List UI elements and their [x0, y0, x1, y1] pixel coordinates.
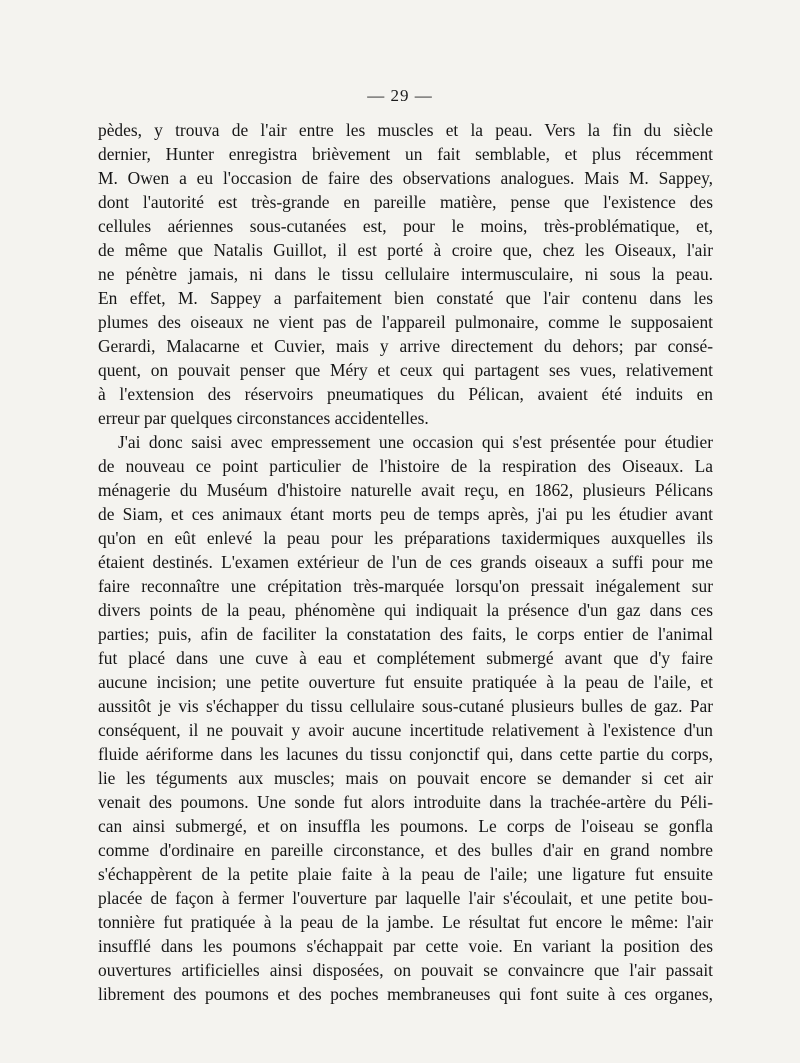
text-line: plumes des oiseaux ne vient pas de l'appareil pulmonaire, comme le supposaient	[98, 312, 713, 332]
text-line: aucune incision; une petite ouverture fut ensuite pratiquée à la peau de l'aile, et	[98, 672, 713, 692]
text-line: de nouveau ce point particulier de l'histoire de la respiration des Oiseaux. La	[98, 456, 713, 476]
text-line: de Siam, et ces animaux étant morts peu de temps après, j'ai pu les étudier avant	[98, 504, 713, 524]
text-line: J'ai donc saisi avec empressement une occasion qui s'est présentée pour étudier	[118, 432, 713, 452]
text-line: placée de façon à fermer l'ouverture par laquelle l'air s'écoulait, et une petite bou-	[98, 888, 713, 908]
text-line: erreur par quelques circonstances accidentelles.	[98, 408, 429, 428]
text-line: M. Owen a eu l'occasion de faire des observations analogues. Mais M. Sappey,	[98, 168, 713, 188]
text-line: de même que Natalis Guillot, il est porté à croire que, chez les Oiseaux, l'air	[98, 240, 713, 260]
text-line: faire reconnaître une crépitation très-marquée lorsqu'on pressait inégalement sur	[98, 576, 713, 596]
text-line: En effet, M. Sappey a parfaitement bien constaté que l'air contenu dans les	[98, 288, 713, 308]
text-line: aussitôt je vis s'échapper du tissu cellulaire sous-cutané plusieurs bulles de gaz. Par	[98, 696, 713, 716]
text-line: qu'on en eût enlevé la peau pour les préparations taxidermiques auxquelles ils	[98, 528, 713, 548]
text-line: tonnière fut pratiquée à la peau de la jambe. Le résultat fut encore le même: l'air	[98, 912, 713, 932]
text-line: parties; puis, afin de faciliter la constatation des faits, le corps entier de l'animal	[98, 624, 713, 644]
body-text	[98, 118, 713, 1006]
text-line: can ainsi submergé, et on insuffla les poumons. Le corps de l'oiseau se gonfla	[98, 816, 713, 836]
text-line: pèdes, y trouva de l'air entre les muscles et la peau. Vers la fin du siècle	[98, 120, 713, 140]
text-line: étaient destinés. L'examen extérieur de l'un de ces grands oiseaux a suffi pour me	[98, 552, 713, 572]
text-line: s'échappèrent de la petite plaie faite à la peau de l'aile; une ligature fut ensuite	[98, 864, 713, 884]
text-line: lie les téguments aux muscles; mais on pouvait encore se demander si cet air	[98, 768, 713, 788]
text-line: insufflé dans les poumons s'échappait par cette voie. En variant la position des	[98, 936, 713, 956]
text-line: dont l'autorité est très-grande en pareille matière, pense que l'existence des	[98, 192, 713, 212]
text-line: fluide aériforme dans les lacunes du tissu conjonctif qui, dans cette partie du corps,	[98, 744, 713, 764]
text-line: conséquent, il ne pouvait y avoir aucune incertitude relativement à l'existence d'un	[98, 720, 713, 740]
text-line: divers points de la peau, phénomène qui indiquait la présence d'un gaz dans ces	[98, 600, 713, 620]
text-line: Gerardi, Malacarne et Cuvier, mais y arrive directement du dehors; par consé-	[98, 336, 713, 356]
text-line: venait des poumons. Une sonde fut alors introduite dans la trachée-artère du Péli-	[98, 792, 713, 812]
text-line: dernier, Hunter enregistra brièvement un fait semblable, et plus récemment	[98, 144, 713, 164]
text-line: à l'extension des réservoirs pneumatiques du Pélican, avaient été induits en	[98, 384, 713, 404]
text-line: ne pénètre jamais, ni dans le tissu cellulaire intermusculaire, ni sous la peau.	[98, 264, 713, 284]
text-line: cellules aériennes sous-cutanées est, pour le moins, très-problématique, et,	[98, 216, 713, 236]
text-line: fut placé dans une cuve à eau et complétement submergé avant que d'y faire	[98, 648, 713, 668]
text-line: ouvertures artificielles ainsi disposées, on pouvait se convaincre que l'air passait	[98, 960, 713, 980]
text-line: ménagerie du Muséum d'histoire naturelle avait reçu, en 1862, plusieurs Pélicans	[98, 480, 713, 500]
text-line: comme d'ordinaire en pareille circonstance, et des bulles d'air en grand nombre	[98, 840, 713, 860]
text-line: quent, on pouvait penser que Méry et ceux qui partagent ses vues, relativement	[98, 360, 713, 380]
page-number: — 29 —	[367, 86, 433, 105]
text-line: librement des poumons et des poches membraneuses qui font suite à ces organes,	[98, 984, 713, 1004]
